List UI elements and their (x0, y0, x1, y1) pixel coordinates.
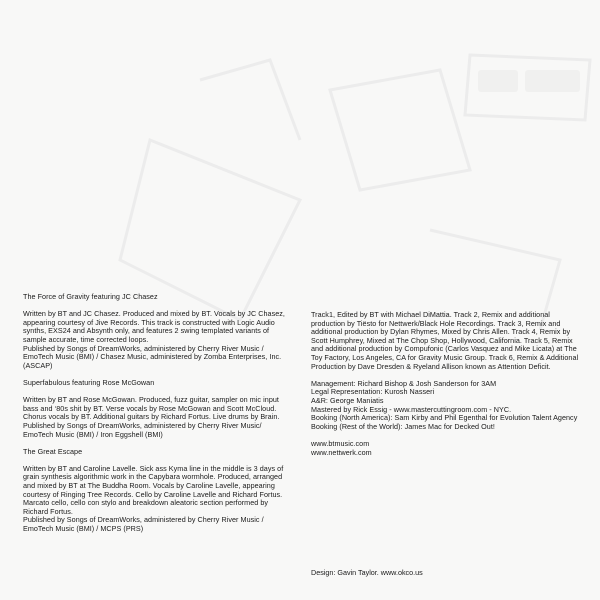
track-credit-line: Published by Songs of DreamWorks, administered by Cherry River Music / (23, 515, 264, 525)
remix-credit-line: Production by Dave Dresden & Ryeland Allison known as Attention Deficit. (311, 361, 551, 371)
remix-credit-line: additional production by Dylan Rhymes, Mixed by Chris Allen. Track 4, Remix by (311, 327, 571, 337)
left-liner-notes-column (23, 293, 293, 534)
website-link-btmusic[interactable]: www.btmusic.com (311, 438, 370, 448)
track-credit-line: (ASCAP) (23, 360, 53, 370)
track-credit-line: appearing courtesy of Jive Records. This track is constructed with Logic Audio (23, 317, 275, 327)
track-credit-line: EmoTech Music (BMI) / Iron Eggshell (BMI) (23, 429, 163, 439)
track-credit-line: grain synthesis algorithmic work in the Capybara wormhole. Produced, arranged (23, 472, 283, 482)
management-credit-line: Booking (North America): Sam Kirby and Phil Egenthal for Evolution Talent Agency (311, 413, 578, 423)
management-credit-line: Booking (Rest of the World): James Mac for Decked Out! (311, 421, 495, 431)
remix-credit-line: and additional production by Compufonic (Carlos Vasquez and Mike Licata) at The (311, 344, 577, 354)
remix-credit-line: Toy Factory, Los Angeles, CA for Gravity Music Group. Track 6, Remix & Additional (311, 352, 579, 362)
management-credit-line: A&R: George Maniatis (311, 395, 384, 405)
track-credit-line: Published by Songs of DreamWorks, administered by Cherry River Music/ (23, 420, 262, 430)
right-liner-notes-column (311, 311, 591, 457)
management-credit-line: Management: Richard Bishop & Josh Sanderson for 3AM (311, 378, 497, 388)
track-credit-line: Richard Fortus. (23, 506, 73, 516)
track-credit-line: Written by BT and Rose McGowan. Produced, fuzz guitar, sampler on mic input (23, 395, 279, 405)
website-link-nettwerk[interactable]: www.nettwerk.com (311, 447, 372, 457)
track-title-superfabulous: Superfabulous featuring Rose McGowan (23, 377, 155, 387)
remix-credit-line: Track1, Edited by BT with Michael DiMattia. Track 2, Remix and additional (311, 310, 550, 319)
management-credit-line: Legal Representation: Kurosh Nasseri (311, 387, 435, 397)
track-credit-line: Chorus vocals by BT. Additional guitars by Richard Fortus. Live drums by Brain. (23, 412, 280, 422)
track-credit-line: EmoTech Music (BMI) / MCPS (PRS) (23, 524, 144, 534)
track-credit-line: synths, EXS24 and Absynth only, and features 2 swing templated variants of (23, 326, 270, 336)
track-credit-line: Marcato cello, cello con stylo and breakdown aleatoric section performed by (23, 498, 269, 508)
track-credit-line: EmoTech Music (BMI) / Chasez Music, administered by Zomba Enterprises, Inc. (23, 352, 282, 362)
track-credit-line: Written by BT and JC Chasez. Produced and mixed by BT. Vocals by JC Chasez, (23, 309, 285, 319)
track-credit-line: sample accurate, time corrected loops. (23, 334, 149, 344)
design-credit: Design: Gavin Taylor. www.okco.us (311, 568, 423, 577)
management-credit-line: Mastered by Rick Essig - www.mastercuttingroom.com - NYC. (311, 404, 512, 414)
track-credit-line: Published by Songs of DreamWorks, administered by Cherry River Music / (23, 343, 264, 353)
track-credit-line: and mixed by BT at The Buddha Room. Vocals by Caroline Lavelle, appearing (23, 481, 275, 491)
track-title-force-of-gravity: The Force of Gravity featuring JC Chasez (23, 292, 158, 301)
remix-credit-line: production by Tiësto for Nettwerk/Black Hole Recordings. Track 3, Remix and (311, 318, 561, 328)
track-title-great-escape: The Great Escape (23, 446, 83, 456)
remix-credit-line: Scott Humphrey, Mixed at The Chop Shop, Hollywood, California. Track 5, Remix (311, 335, 573, 345)
track-credit-line: courtesy of Ringing Tree Records. Cello by Caroline Lavelle and Richard Fortus. (23, 489, 283, 499)
track-credit-line: Written by BT and Caroline Lavelle. Sick ass Kyma line in the middle is 3 days of (23, 463, 284, 473)
track-credit-line: bass and ‘80s shit by BT. Verse vocals by Rose McGowan and Scott McCloud. (23, 403, 277, 413)
